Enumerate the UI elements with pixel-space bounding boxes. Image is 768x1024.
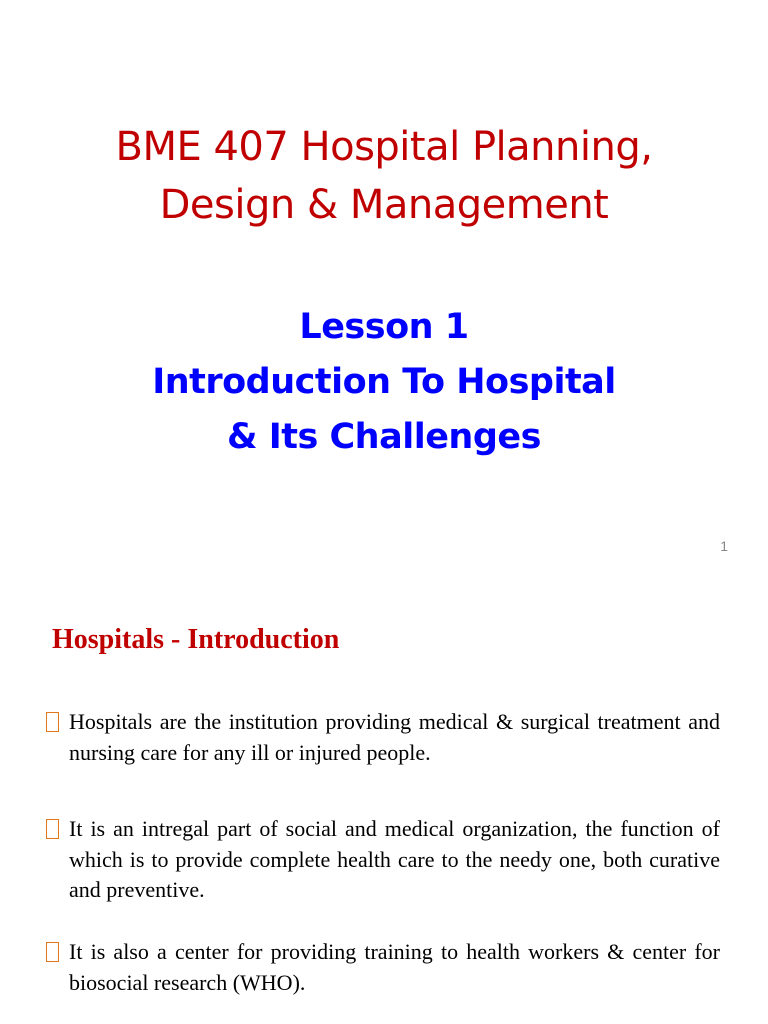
bullet-text: Hospitals are the institution providing medical & surgical treatment and nursing care for any ill or injured people. [69,709,720,765]
section-heading: Hospitals - Introduction [52,624,340,655]
lesson-title-line-1: Lesson 1 [299,307,469,347]
bullet-item [46,707,720,768]
course-title-line-1: BME 407 Hospital Planning, [115,124,653,170]
lesson-title [0,300,768,465]
bullet-box-icon [46,942,59,962]
course-title [0,118,768,234]
bullet-box-icon [46,712,59,732]
bullet-item [46,814,720,906]
bullet-item [46,937,720,998]
bullet-text: It is also a center for providing training to health workers & center for biosocial research (WHO). [69,939,720,995]
lesson-title-line-3: & Its Challenges [227,417,541,457]
bullet-box-icon [46,819,59,839]
course-title-line-2: Design & Management [159,182,609,228]
slide-introduction [0,576,768,1024]
page-number: 1 [720,538,728,554]
bullet-text: It is an intregal part of social and medical organization, the function of which is to provide complete health care to the needy one, both curative and preventive. [69,816,720,902]
lesson-title-line-2: Introduction To Hospital [152,362,616,402]
